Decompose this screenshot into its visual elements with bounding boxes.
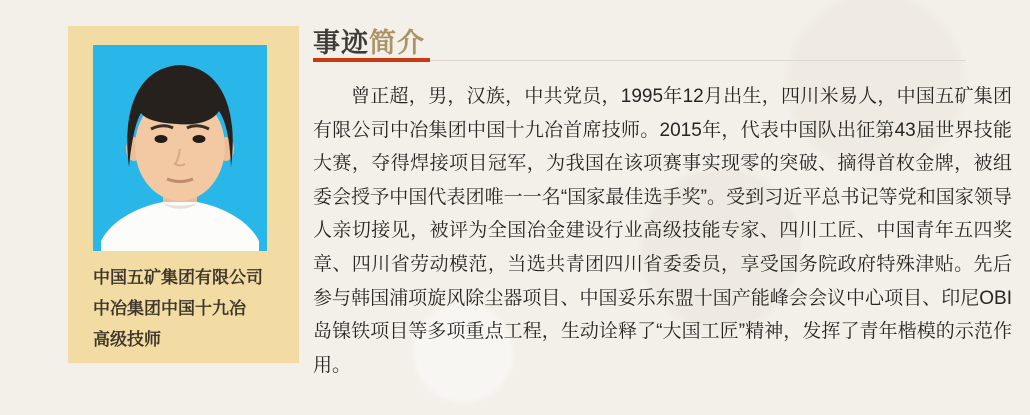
divider-thin-line — [430, 60, 966, 61]
portrait-photo-illustration — [93, 45, 267, 251]
biography-paragraph: 曾正超，男，汉族，中共党员，1995年12月出生，四川米易人，中国五矿集团有限公司中冶集团中国十九冶首席技师。2015年，代表中国队出征第43届世界技能大赛，夺得焊接项目冠军，为我国在该项赛事实现零的突破、摘得首枚金牌，被组委会授予中国代表团唯一一名“国家最佳选手奖”。受到习近平总书记等党和国家领导人亲切接见，被评为全国冶金建设行业高级技能专家、四川工匠、中国青年五四奖章、四川省劳动模范，当选共青团四川省委委员，享受国务院政府特殊津贴。先后参与韩国浦项旋风除尘器项目、中国妥乐东盟十国产能峰会会议中心项目、印尼OBI岛镍铁项目等多项重点工程，生动诠释了“大国工匠”精神，发挥了青年楷模的示范作用。 — [313, 86, 1012, 376]
section-heading — [313, 21, 425, 60]
org-line-subsidiary: 中冶集团中国十九冶 — [93, 299, 246, 318]
org-line-company: 中国五矿集团有限公司 — [93, 268, 263, 287]
divider-red-segment — [313, 58, 430, 62]
org-line-job-title: 高级技师 — [93, 330, 161, 349]
org-title-block — [93, 262, 283, 355]
heading-divider — [313, 57, 966, 63]
profile-card — [68, 26, 299, 363]
portrait-photo — [93, 45, 267, 251]
section-heading-prefix: 事迹 — [313, 28, 369, 58]
section-heading-accent: 简介 — [369, 28, 425, 58]
